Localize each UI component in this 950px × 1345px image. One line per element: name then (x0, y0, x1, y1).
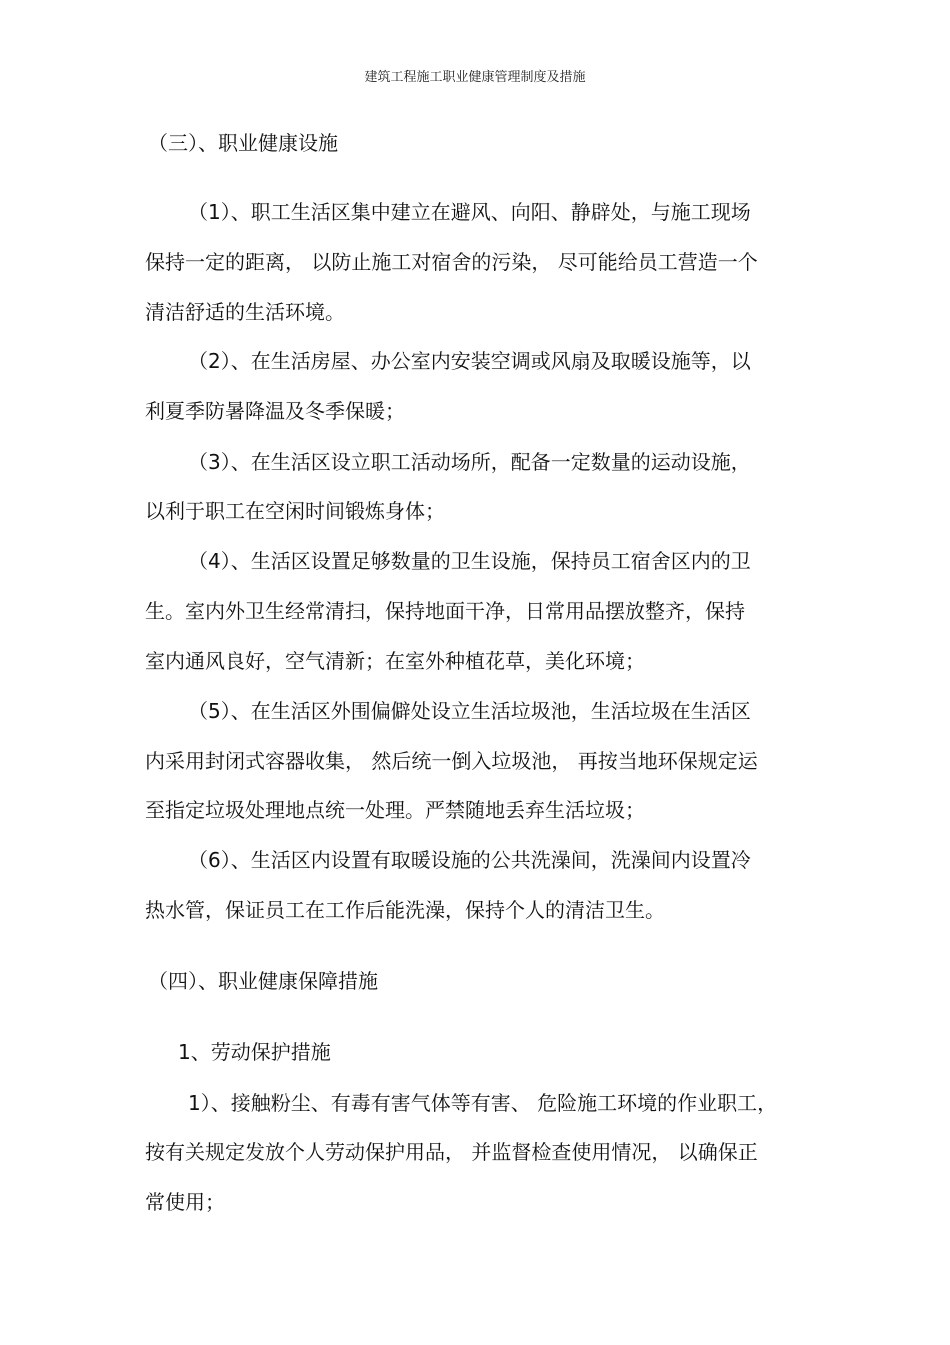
paragraph-2-line-2: 利夏季防暑降温及冬季保暖； (145, 399, 405, 423)
paragraph-3-line-1: （3）、在生活区设立职工活动场所，配备一定数量的运动设施， (188, 450, 751, 474)
paragraph-4-line-1: （4）、生活区设置足够数量的卫生设施，保持员工宿舍区内的卫 (188, 549, 751, 573)
paragraph-4-line-3: 室内通风良好，空气清新；在室外种植花草，美化环境； (145, 649, 645, 673)
subsection-heading-1: 1、劳动保护措施 (178, 1040, 331, 1064)
paragraph-5-line-1: （5）、在生活区外围偏僻处设立生活垃圾池，生活垃圾在生活区 (188, 699, 751, 723)
paragraph-6-line-1: （6）、生活区内设置有取暖设施的公共洗澡间，洗澡间内设置冷 (188, 848, 751, 872)
section-heading-3: （三）、职业健康设施 (148, 131, 338, 155)
paragraph-5-line-2: 内采用封闭式容器收集， 然后统一倒入垃圾池， 再按当地环保规定运 (145, 749, 758, 773)
paragraph-1-line-3: 清洁舒适的生活环境。 (145, 300, 345, 324)
paragraph-2-line-1: （2）、在生活房屋、办公室内安装空调或风扇及取暖设施等，以 (188, 349, 751, 373)
paragraph-3-line-2: 以利于职工在空闲时间锻炼身体； (145, 499, 445, 523)
running-header: 建筑工程施工职业健康管理制度及措施 (364, 70, 586, 85)
paragraph-1-line-2: 保持一定的距离， 以防止施工对宿舍的污染， 尽可能给员工营造一个 (145, 250, 758, 274)
paragraph-5-line-3: 至指定垃圾处理地点统一处理。严禁随地丢弃生活垃圾； (145, 798, 645, 822)
paragraph-6-line-2: 热水管，保证员工在工作后能洗澡，保持个人的清洁卫生。 (145, 898, 665, 922)
paragraph-7-line-2: 按有关规定发放个人劳动保护用品， 并监督检查使用情况， 以确保正 (145, 1140, 758, 1164)
paragraph-1-line-1: （1）、职工生活区集中建立在避风、向阳、静辟处，与施工现场 (188, 200, 751, 224)
paragraph-4-line-2: 生。室内外卫生经常清扫，保持地面干净，日常用品摆放整齐，保持 (145, 599, 745, 623)
paragraph-7-line-1: 1）、接触粉尘、有毒有害气体等有害、 危险施工环境的作业职工， (188, 1091, 778, 1115)
section-heading-4: （四）、职业健康保障措施 (148, 969, 378, 993)
paragraph-7-line-3: 常使用； (145, 1190, 225, 1214)
